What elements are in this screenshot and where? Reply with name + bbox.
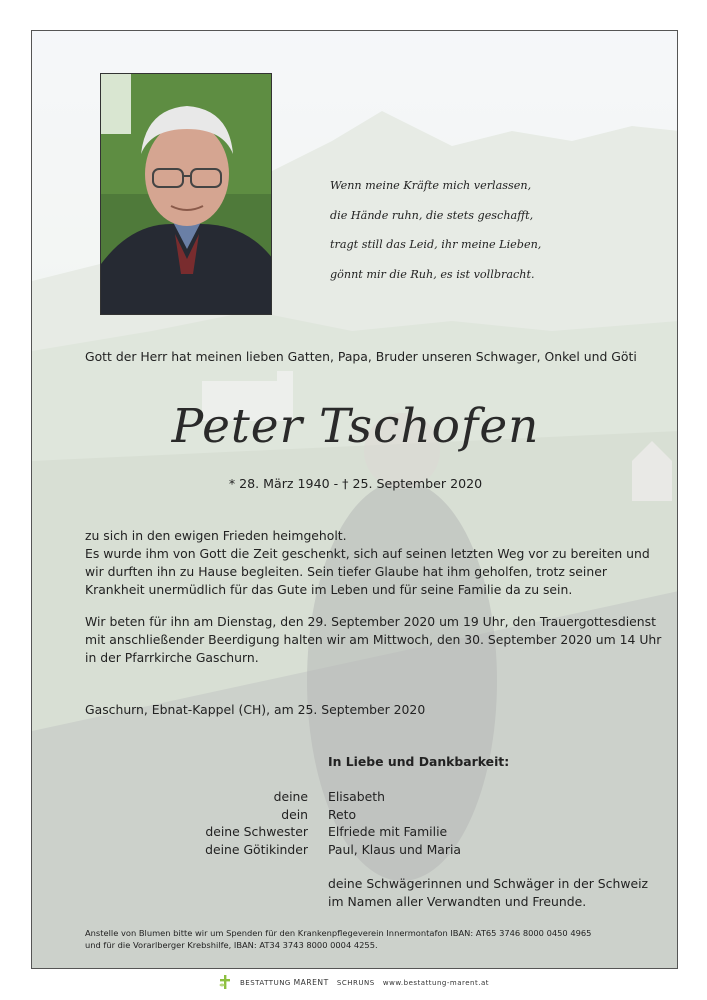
relative-name: Reto xyxy=(328,806,357,822)
service-paragraph xyxy=(85,613,665,667)
poem xyxy=(330,171,650,289)
text-line: in der Pfarrkirche Gaschurn. xyxy=(85,650,259,665)
relative-name: Elfriede mit Familie xyxy=(328,824,448,839)
relation-label: deine xyxy=(273,789,308,804)
life-dates: * 28. März 1940 - † 25. September 2020 xyxy=(228,476,483,491)
intro-text: Gott der Herr hat meinen lieben Gatten, Papa, Bruder unseren Schwager, Onkel und Göti xyxy=(85,349,637,364)
relative-name: Elisabeth xyxy=(328,789,385,804)
company-name: MARENT xyxy=(293,978,329,987)
deceased-name: Peter Tschofen xyxy=(171,399,540,454)
obituary-card xyxy=(31,30,678,969)
text-line: Es wurde ihm von Gott die Zeit geschenkt, sich auf seinen letzten Weg vor zu bereiten und xyxy=(85,546,650,561)
footer xyxy=(0,974,707,992)
relative-row xyxy=(132,841,461,859)
poem-line: Wenn meine Kräfte mich verlassen, xyxy=(330,179,532,192)
relative-row xyxy=(132,788,461,806)
relation-label: deine Schwester xyxy=(205,824,308,839)
cross-leaf-icon xyxy=(218,974,232,992)
relative-name: Paul, Klaus und Maria xyxy=(328,841,462,857)
announcement-paragraph xyxy=(85,527,665,599)
text-line: mit anschließender Beerdigung halten wir am Mittwoch, den 30. September 2020 um 14 Uhr xyxy=(85,632,662,647)
company-location: SCHRUNS xyxy=(336,979,375,987)
relation-label: dein xyxy=(281,806,308,822)
text-line: Anstelle von Blumen bitte wir um Spenden für den Krankenpflegeverein Innermontafon IBAN: AT65 3746 8000 0450 4965 xyxy=(85,928,592,938)
poem-line: tragt still das Leid, ihr meine Lieben, xyxy=(330,238,542,251)
poem-line: die Hände ruhn, die stets geschafft, xyxy=(330,208,534,222)
relative-row xyxy=(132,823,461,841)
relatives-list xyxy=(132,788,461,858)
text-line: Krankheit unermüdlich für das Gute im Leben und für seine Familie da zu sein. xyxy=(85,582,573,597)
donation-note xyxy=(85,927,675,951)
text-line: wir durften ihn zu Hause begleiten. Sein tiefer Glaube hat ihm geholfen, trotz seiner xyxy=(85,564,607,579)
portrait-photo xyxy=(100,73,272,315)
company-website[interactable]: www.bestattung-marent.at xyxy=(382,979,489,987)
text-line: im Namen aller Verwandten und Freunde. xyxy=(328,893,587,909)
text-line: und für die Vorarlberger Krebshilfe, IBAN: AT34 3743 8000 0004 4255. xyxy=(85,940,378,950)
text-line: Wir beten für ihn am Dienstag, den 29. September 2020 um 19 Uhr, den Trauergottesdienst xyxy=(85,614,656,629)
relation-label: deine Götikinder xyxy=(205,841,308,857)
poem-line: gönnt mir die Ruh, es ist vollbracht. xyxy=(330,267,535,281)
company-prefix: BESTATTUNG xyxy=(240,979,291,987)
text-line: deine Schwägerinnen und Schwäger in der Schweiz xyxy=(328,876,649,891)
thanks-heading: In Liebe und Dankbarkeit: xyxy=(328,754,510,769)
place-date: Gaschurn, Ebnat-Kappel (CH), am 25. September 2020 xyxy=(85,702,426,717)
relative-row xyxy=(132,806,461,824)
other-mourners xyxy=(328,875,648,910)
text-line: zu sich in den ewigen Frieden heimgeholt. xyxy=(85,528,347,543)
